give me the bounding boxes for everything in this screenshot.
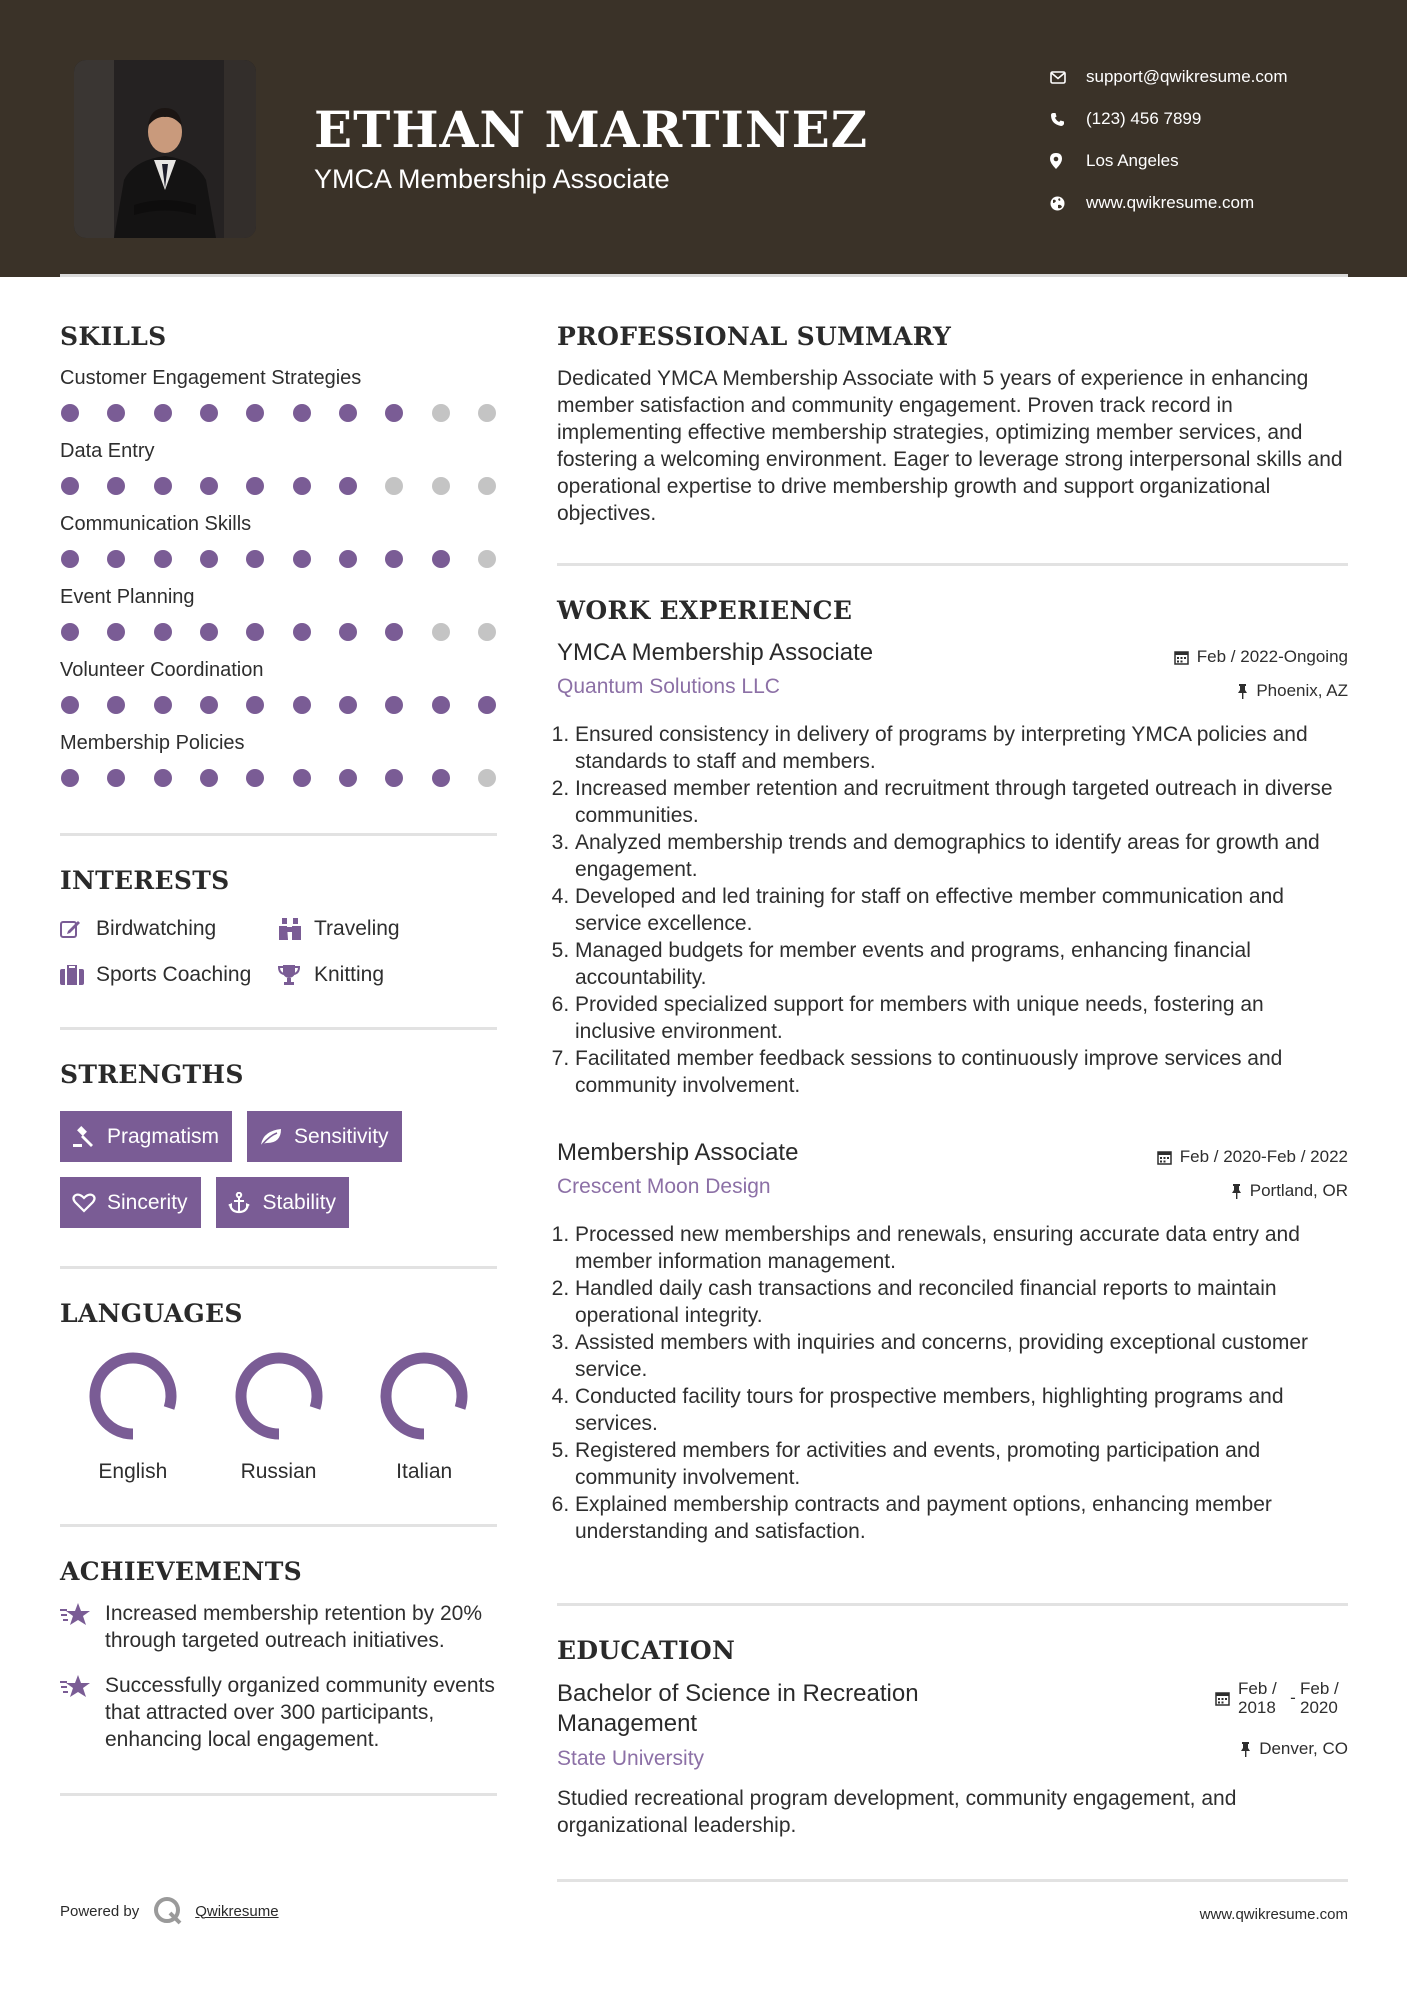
language-label: Russian bbox=[240, 1460, 317, 1483]
footer-url[interactable]: www.qwikresume.com bbox=[1199, 1906, 1348, 1923]
section-divider bbox=[60, 1027, 497, 1030]
pushpin-icon bbox=[1240, 1742, 1251, 1757]
section-divider bbox=[557, 1603, 1348, 1606]
skill-dot-filled bbox=[154, 550, 172, 568]
skill-dot-filled bbox=[61, 404, 79, 422]
job-location-text: Portland, OR bbox=[1249, 1181, 1348, 1200]
job-dates bbox=[1174, 647, 1348, 667]
section-divider bbox=[60, 833, 497, 836]
skill-dot-filled bbox=[339, 404, 357, 422]
contact-website[interactable] bbox=[1050, 182, 1288, 224]
interest-label: Knitting bbox=[314, 963, 385, 986]
skill-dot-filled bbox=[246, 696, 264, 714]
strength-tag bbox=[60, 1111, 232, 1162]
profile-photo bbox=[74, 60, 256, 238]
skill-dot-filled bbox=[154, 696, 172, 714]
job-location bbox=[1237, 681, 1348, 701]
skill-item bbox=[60, 440, 497, 495]
skill-item bbox=[60, 732, 497, 787]
edit-icon bbox=[60, 919, 96, 939]
skill-item bbox=[60, 513, 497, 568]
education-degree: Bachelor of Science in Recreation Management bbox=[557, 1680, 919, 1737]
language-progress-arc bbox=[386, 1358, 462, 1434]
section-divider bbox=[557, 1879, 1348, 1882]
skill-name: Membership Policies bbox=[60, 732, 245, 754]
skill-dot-empty bbox=[478, 404, 496, 422]
heart-icon bbox=[72, 1193, 107, 1213]
globe-icon bbox=[1050, 196, 1086, 211]
achievement-text: Increased membership retention by 20% through targeted outreach initiatives. bbox=[105, 1602, 483, 1652]
education-title: EDUCATION bbox=[557, 1636, 736, 1665]
skill-dot-filled bbox=[200, 623, 218, 641]
interest-item bbox=[278, 963, 497, 987]
anchor-icon bbox=[228, 1192, 263, 1214]
skill-dot-filled bbox=[339, 550, 357, 568]
pushpin-icon bbox=[1237, 684, 1248, 699]
achievements-section bbox=[60, 1557, 497, 1753]
strength-label: Pragmatism bbox=[107, 1124, 220, 1148]
language-label: English bbox=[98, 1460, 168, 1483]
skill-rating bbox=[60, 404, 497, 422]
contact-list bbox=[1050, 56, 1288, 224]
achievements-title: ACHIEVEMENTS bbox=[60, 1557, 302, 1586]
skill-dot-filled bbox=[107, 477, 125, 495]
education-school: State University bbox=[557, 1747, 705, 1770]
left-column bbox=[60, 322, 497, 1796]
candidate-name: ETHAN MARTINEZ bbox=[314, 100, 869, 159]
education-date-end: Feb / 2020 bbox=[1300, 1679, 1339, 1717]
job-bullet: 1. Ensured consistency in delivery of programs by interpreting YMCA policies and standards to staff and members. bbox=[575, 721, 1348, 775]
person-photo bbox=[74, 60, 256, 238]
skill-dot-filled bbox=[339, 477, 357, 495]
education-date-start: Feb / 2018 bbox=[1238, 1679, 1277, 1717]
job-dates bbox=[1157, 1147, 1348, 1167]
skill-dot-filled bbox=[293, 696, 311, 714]
strength-label: Stability bbox=[262, 1190, 337, 1214]
achievement-item bbox=[60, 1672, 497, 1753]
skill-dot-filled bbox=[339, 769, 357, 787]
job-company: Quantum Solutions LLC bbox=[557, 675, 780, 698]
qwikresume-logo-icon bbox=[153, 1896, 183, 1926]
contact-location-text: Los Angeles bbox=[1086, 151, 1179, 170]
powered-by-text: Powered by bbox=[60, 1902, 140, 1920]
map-marker-icon bbox=[1050, 153, 1086, 169]
skill-name: Communication Skills bbox=[60, 513, 252, 535]
skill-dot-filled bbox=[107, 769, 125, 787]
experience-title: WORK EXPERIENCE bbox=[557, 596, 853, 625]
education-location bbox=[1240, 1739, 1348, 1759]
interest-label: Sports Coaching bbox=[96, 963, 252, 986]
skill-dot-filled bbox=[154, 623, 172, 641]
skill-rating bbox=[60, 550, 497, 568]
skill-dot-filled bbox=[61, 550, 79, 568]
skill-dot-filled bbox=[339, 696, 357, 714]
job-bullet: 4. Conducted facility tours for prospective members, highlighting programs and services. bbox=[575, 1383, 1348, 1437]
skills-title: SKILLS bbox=[60, 322, 167, 351]
skill-dot-filled bbox=[61, 623, 79, 641]
strength-label: Sensitivity bbox=[294, 1124, 389, 1148]
interest-label: Traveling bbox=[314, 917, 400, 940]
skill-dot-filled bbox=[293, 769, 311, 787]
skill-dot-filled bbox=[200, 550, 218, 568]
contact-phone-text: (123) 456 7899 bbox=[1086, 109, 1202, 128]
job-title: YMCA Membership Associate bbox=[557, 639, 874, 666]
job-entry bbox=[557, 1139, 1348, 1545]
skill-dot-filled bbox=[293, 550, 311, 568]
skill-dot-filled bbox=[200, 696, 218, 714]
language-progress-arc bbox=[95, 1358, 171, 1434]
skill-rating bbox=[60, 769, 497, 787]
skill-item bbox=[60, 367, 497, 422]
summary-title: PROFESSIONAL SUMMARY bbox=[557, 322, 952, 351]
interest-item bbox=[60, 917, 278, 941]
interest-item bbox=[60, 963, 278, 987]
skill-dot-empty bbox=[385, 477, 403, 495]
experience-section bbox=[557, 596, 1348, 1545]
job-bullet: 3. Analyzed membership trends and demographics to identify areas for growth and engagement. bbox=[575, 829, 1348, 883]
job-location bbox=[1231, 1181, 1348, 1201]
skill-dot-filled bbox=[432, 550, 450, 568]
phone-icon bbox=[1050, 112, 1086, 127]
qwikresume-link[interactable]: Qwikresume bbox=[195, 1902, 279, 1920]
language-progress-ring bbox=[378, 1350, 470, 1442]
education-section bbox=[557, 1636, 1348, 1839]
job-bullet: 4. Developed and led training for staff on effective member communication and service excellence. bbox=[575, 883, 1348, 937]
footer-powered bbox=[60, 1896, 279, 1926]
strength-label: Sincerity bbox=[107, 1190, 188, 1214]
skill-dot-filled bbox=[154, 404, 172, 422]
right-column bbox=[557, 322, 1348, 1882]
skill-dot-filled bbox=[432, 696, 450, 714]
skill-dot-filled bbox=[154, 477, 172, 495]
languages-title: LANGUAGES bbox=[60, 1299, 243, 1328]
calendar-icon bbox=[1215, 1691, 1230, 1706]
skills-section bbox=[60, 322, 497, 787]
skill-dot-filled bbox=[107, 550, 125, 568]
skill-dot-filled bbox=[61, 477, 79, 495]
skill-name: Customer Engagement Strategies bbox=[60, 367, 362, 389]
skill-dot-filled bbox=[385, 769, 403, 787]
skill-dot-filled bbox=[107, 404, 125, 422]
skill-rating bbox=[60, 477, 497, 495]
contact-website-text: www.qwikresume.com bbox=[1086, 193, 1255, 212]
briefcase-icon bbox=[60, 965, 96, 985]
achievement-text: Successfully organized community events that attracted over 300 participants, enhancing local engagement. bbox=[105, 1674, 495, 1751]
language-item bbox=[60, 1350, 206, 1484]
header-divider bbox=[60, 274, 1348, 277]
skill-dot-filled bbox=[200, 477, 218, 495]
skill-dot-filled bbox=[246, 623, 264, 641]
skill-dot-filled bbox=[107, 623, 125, 641]
skill-dot-filled bbox=[385, 404, 403, 422]
interests-title: INTERESTS bbox=[60, 866, 230, 895]
contact-location bbox=[1050, 140, 1288, 182]
skill-rating bbox=[60, 696, 497, 714]
calendar-icon bbox=[1174, 650, 1189, 665]
skill-name: Data Entry bbox=[60, 440, 155, 462]
calendar-icon bbox=[1157, 1150, 1172, 1165]
language-item bbox=[206, 1350, 352, 1484]
language-progress-arc bbox=[241, 1358, 317, 1434]
language-label: Italian bbox=[396, 1460, 453, 1483]
education-dates bbox=[1215, 1679, 1348, 1717]
skill-dot-filled bbox=[339, 623, 357, 641]
section-divider bbox=[60, 1793, 497, 1796]
skill-item bbox=[60, 659, 497, 714]
skill-dot-filled bbox=[246, 769, 264, 787]
candidate-title: YMCA Membership Associate bbox=[314, 164, 670, 194]
section-divider bbox=[60, 1266, 497, 1269]
summary-section bbox=[557, 322, 1348, 527]
summary-text: Dedicated YMCA Membership Associate with 5 years of experience in enhancing member satisfaction and community engagement. Proven track record in implementing effective membership strategies, optimizing member services, and fostering a welcoming environment. Eager to leverage strong interpersonal skills and operational expertise to drive membership growth and support organizational objectives. bbox=[557, 367, 1343, 525]
skill-dot-filled bbox=[293, 477, 311, 495]
skill-name: Volunteer Coordination bbox=[60, 659, 264, 681]
strengths-section bbox=[60, 1060, 497, 1228]
language-item bbox=[351, 1350, 497, 1484]
skill-dot-filled bbox=[246, 404, 264, 422]
skill-dot-empty bbox=[432, 623, 450, 641]
job-bullet: 5. Registered members for activities and events, promoting participation and community involvement. bbox=[575, 1437, 1348, 1491]
section-divider bbox=[557, 563, 1348, 566]
contact-email[interactable] bbox=[1050, 56, 1288, 98]
job-dates-text: Feb / 2020-Feb / 2022 bbox=[1179, 1147, 1348, 1166]
interests-section bbox=[60, 866, 497, 987]
skill-dot-filled bbox=[293, 623, 311, 641]
strength-tag bbox=[60, 1177, 201, 1228]
job-bullet: 5. Managed budgets for member events and programs, enhancing financial accountability. bbox=[575, 937, 1348, 991]
skill-dot-filled bbox=[293, 404, 311, 422]
skill-dot-empty bbox=[432, 477, 450, 495]
skill-item bbox=[60, 586, 497, 641]
trophy-icon bbox=[278, 964, 314, 986]
job-bullet: 7. Facilitated member feedback sessions to continuously improve services and community involvement. bbox=[575, 1045, 1348, 1099]
skill-name: Event Planning bbox=[60, 586, 195, 608]
job-bullet: 6. Explained membership contracts and payment options, enhancing member understanding and satisfaction. bbox=[575, 1491, 1348, 1545]
skill-dot-filled bbox=[478, 696, 496, 714]
job-location-text: Phoenix, AZ bbox=[1256, 681, 1348, 700]
skill-dot-filled bbox=[61, 769, 79, 787]
skill-dot-filled bbox=[385, 696, 403, 714]
job-bullet: 3. Assisted members with inquiries and concerns, providing exceptional customer service. bbox=[575, 1329, 1348, 1383]
interest-label: Birdwatching bbox=[96, 917, 217, 940]
skill-dot-empty bbox=[432, 404, 450, 422]
job-bullet: 2. Handled daily cash transactions and reconciled financial reports to maintain operational integrity. bbox=[575, 1275, 1348, 1329]
job-dates-text: Feb / 2022-Ongoing bbox=[1196, 647, 1348, 666]
skill-dot-empty bbox=[478, 769, 496, 787]
job-bullets bbox=[557, 721, 1348, 1099]
skill-dot-filled bbox=[385, 623, 403, 641]
skill-dot-filled bbox=[246, 477, 264, 495]
leaf-icon bbox=[259, 1127, 294, 1147]
education-description: Studied recreational program development, community engagement, and organizational leadership. bbox=[557, 1787, 1237, 1837]
skill-dot-filled bbox=[385, 550, 403, 568]
star-icon bbox=[60, 1600, 105, 1654]
skill-dot-empty bbox=[478, 477, 496, 495]
education-date-sep: - bbox=[1290, 1688, 1296, 1707]
skill-rating bbox=[60, 623, 497, 641]
section-divider bbox=[60, 1524, 497, 1527]
job-bullets bbox=[557, 1221, 1348, 1545]
skill-dot-filled bbox=[432, 769, 450, 787]
job-entry bbox=[557, 639, 1348, 1099]
strengths-title: STRENGTHS bbox=[60, 1060, 244, 1089]
gavel-icon bbox=[72, 1126, 107, 1148]
job-bullet: 6. Provided specialized support for members with unique needs, fostering an inclusive environment. bbox=[575, 991, 1348, 1045]
interest-item bbox=[278, 917, 497, 941]
resume-header bbox=[0, 0, 1407, 277]
language-progress-ring bbox=[233, 1350, 325, 1442]
skill-dot-filled bbox=[107, 696, 125, 714]
job-title: Membership Associate bbox=[557, 1139, 799, 1166]
skill-dot-filled bbox=[61, 696, 79, 714]
contact-email-text: support@qwikresume.com bbox=[1086, 67, 1288, 86]
skill-dot-filled bbox=[200, 769, 218, 787]
envelope-icon bbox=[1050, 71, 1086, 84]
skill-dot-filled bbox=[246, 550, 264, 568]
skill-dot-empty bbox=[478, 550, 496, 568]
skill-dot-filled bbox=[200, 404, 218, 422]
language-progress-ring bbox=[87, 1350, 179, 1442]
job-company: Crescent Moon Design bbox=[557, 1175, 771, 1198]
strength-tag bbox=[216, 1177, 350, 1228]
pushpin-icon bbox=[1231, 1184, 1242, 1199]
job-bullet: 2. Increased member retention and recruitment through targeted outreach in diverse communities. bbox=[575, 775, 1348, 829]
binoculars-icon bbox=[278, 918, 314, 940]
job-bullet: 1. Processed new memberships and renewals, ensuring accurate data entry and member information management. bbox=[575, 1221, 1348, 1275]
star-icon bbox=[60, 1672, 105, 1753]
achievement-item bbox=[60, 1600, 497, 1654]
skill-dot-empty bbox=[478, 623, 496, 641]
education-location-text: Denver, CO bbox=[1259, 1739, 1348, 1758]
skill-dot-filled bbox=[154, 769, 172, 787]
languages-section bbox=[60, 1299, 497, 1484]
strength-tag bbox=[247, 1111, 402, 1162]
contact-phone[interactable] bbox=[1050, 98, 1288, 140]
